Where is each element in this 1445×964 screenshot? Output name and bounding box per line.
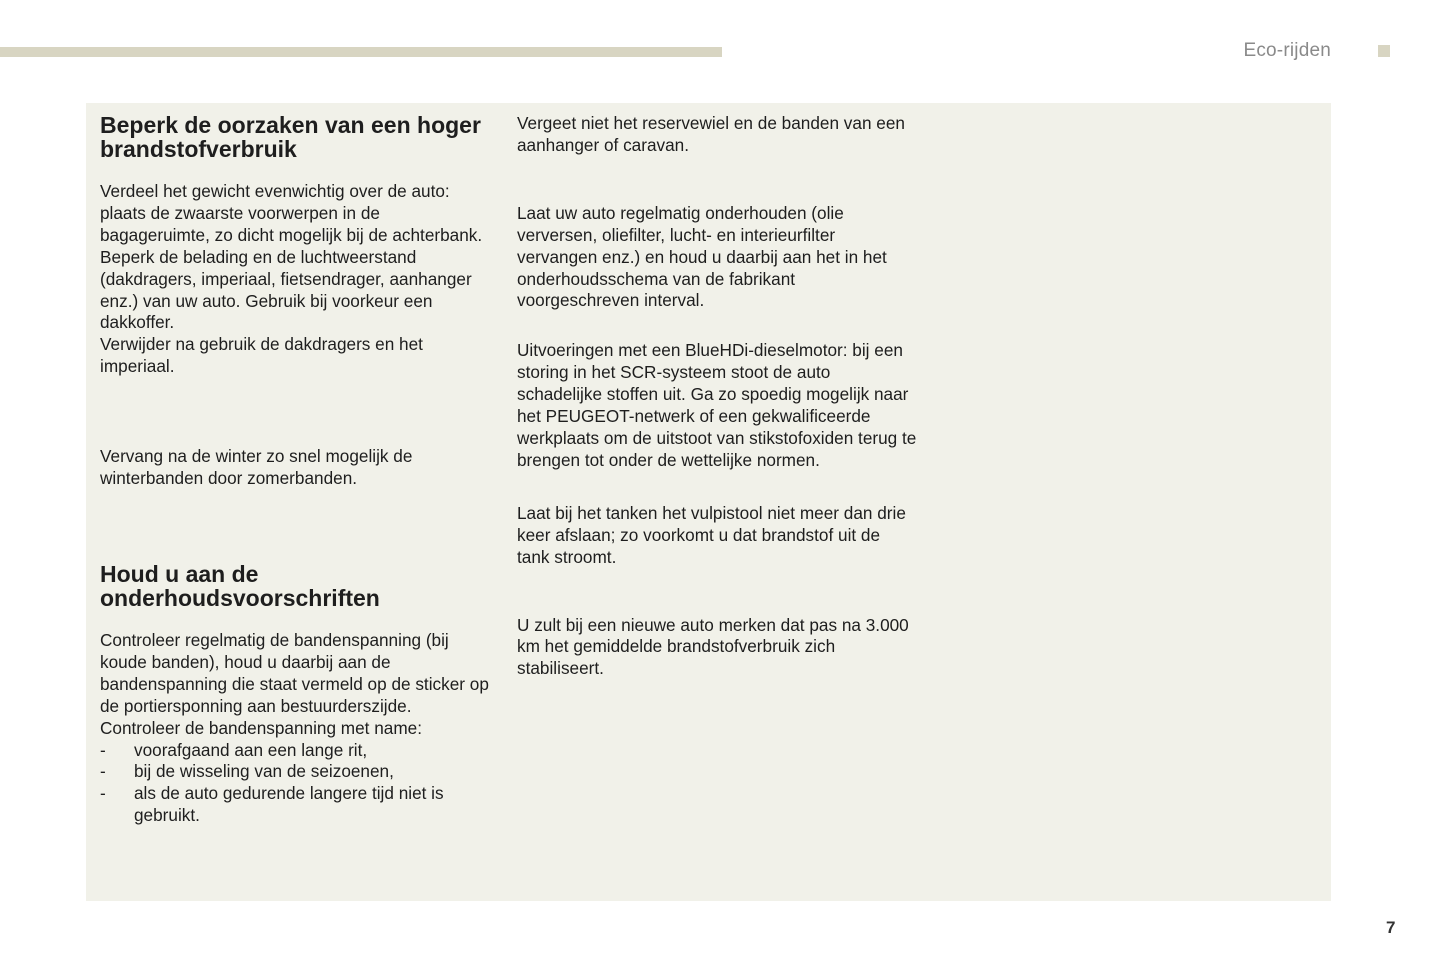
list-item: - als de auto gedurende langere tijd niet is gebruikt. [100, 783, 490, 827]
heading-fuel-consumption: Beperk de oorzaken van een hoger brandstofverbruik [100, 112, 481, 162]
page-number: 7 [1386, 918, 1396, 937]
paragraph: Verwijder na gebruik de dakdragers en het imperiaal. [100, 334, 423, 377]
tire-pressure-list [100, 740, 490, 828]
section-title: Eco-rijden [1243, 40, 1331, 61]
header-accent-bar [0, 47, 722, 57]
paragraph: U zult bij een nieuwe auto merken dat pas na 3.000 km het gemiddelde brandstofverbruik zich stabiliseert. [517, 614, 909, 679]
section-marker [1378, 45, 1390, 57]
paragraph: Uitvoeringen met een BlueHDi-dieselmotor: bij een storing in het SCR-systeem stoot de auto schadelijke stoffen uit. Ga zo spoedig mogelijk naar het PEUGEOT-netwerk of een gekwalificeerde werkplaats om de uitstoot van stikstofoxiden terug te brengen tot onder de wettelijke normen. [517, 340, 917, 470]
list-item: - voorafgaand aan een lange rit, [100, 740, 490, 762]
paragraph: Laat bij het tanken het vulpistool niet meer dan drie keer afslaan; zo voorkomt u dat brandstof uit de tank stroomt. [517, 502, 906, 567]
paragraph: Verdeel het gewicht evenwichtig over de auto: plaats de zwaarste voorwerpen in de bagageruimte, zo dicht mogelijk bij de achterbank. [100, 181, 483, 245]
heading-maintenance: Houd u aan de onderhoudsvoorschriften [100, 560, 380, 611]
paragraph: Controleer regelmatig de bandenspanning (bij koude banden), houd u daarbij aan de bandenspanning die staat vermeld op de sticker op de portiersponning aan bestuurderszijde. [100, 629, 489, 716]
list-item: - bij de wisseling van de seizoenen, [100, 761, 490, 783]
paragraph: Vervang na de winter zo snel mogelijk de winterbanden door zomerbanden. [100, 446, 413, 489]
paragraph: Vergeet niet het reservewiel en de banden van een aanhanger of caravan. [517, 113, 905, 155]
middle-column [517, 113, 917, 680]
paragraph: Controleer de bandenspanning met name: [100, 717, 423, 738]
left-column [100, 113, 490, 827]
paragraph: Laat uw auto regelmatig onderhouden (olie verversen, oliefilter, lucht- en interieurfilter vervangen enz.) en houd u daarbij aan het in het onderhoudsschema van de fabrikant voorgeschreven interval. [517, 202, 887, 311]
paragraph: Beperk de belading en de luchtweerstand (dakdragers, imperiaal, fietsendrager, aanhanger enz.) van uw auto. Gebruik bij voorkeur een dakkoffer. [100, 246, 472, 333]
